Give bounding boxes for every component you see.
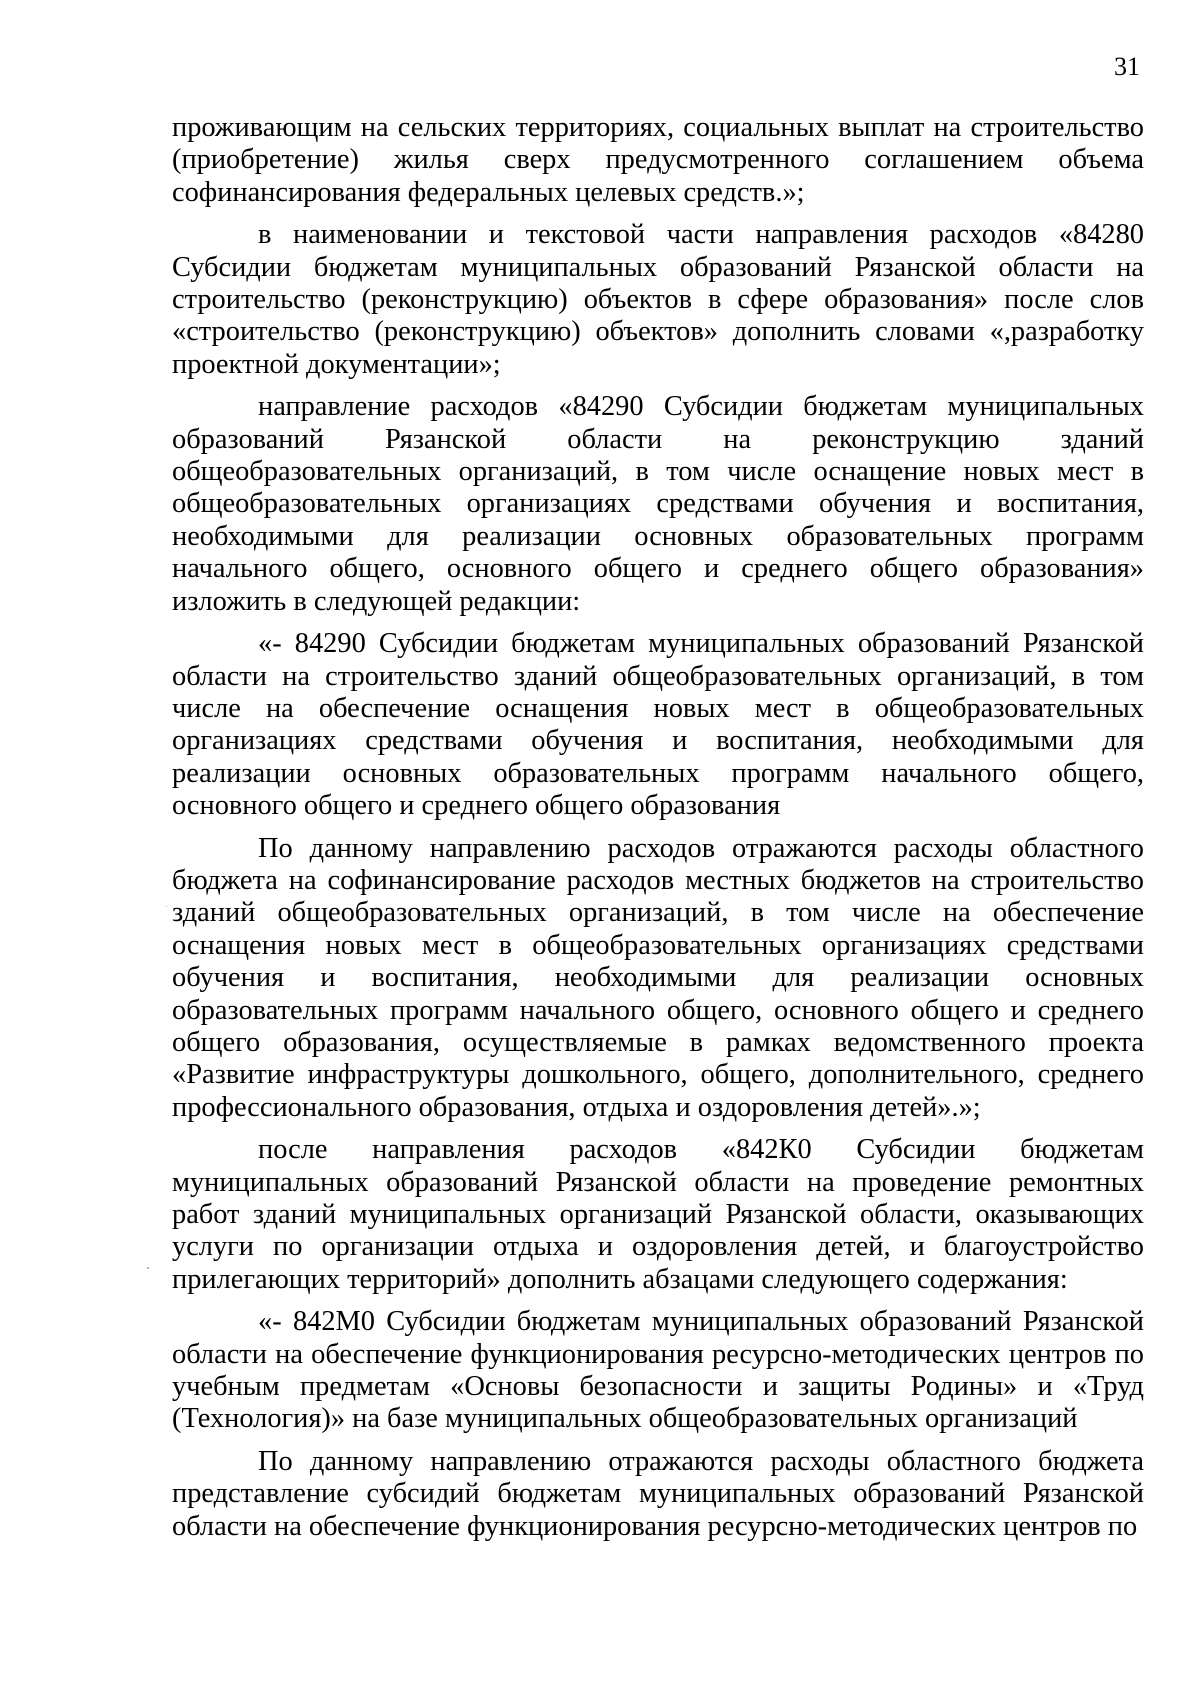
paragraph-continuation: проживающим на сельских территориях, социальных выплат на строительство (приобретение) жилья сверх предусмотренного соглашением объема софинансирования федеральных целевых средств.»; — [172, 112, 1144, 208]
paragraph-84290-description: По данному направлению расходов отражаются расходы областного бюджета на софинансирование расходов местных бюджетов на строительство зданий общеобразовательных организаций, в том числе на обеспечение оснащения новых мест в общеобразовательных организациях средствами обучения и воспитания, необходимыми для реализации основных образовательных программ начального общего, основного общего и среднего общего образования, осуществляемые в рамках ведомственного проекта «Развитие инфраструктуры дошкольного, общего, дополнительного, среднего профессионального образования, отдыха и оздоровления детей».»; — [172, 832, 1144, 1123]
scan-speck — [147, 1267, 149, 1269]
paragraph-842m0-description: По данному направлению отражаются расходы областного бюджета представление субсидий бюджетам муниципальных образований Рязанской области на обеспечение функционирования ресурсно-методических центров по — [172, 1445, 1144, 1542]
paragraph-84280-amendment: в наименовании и текстовой части направления расходов «84280 Субсидии бюджетам муниципальных образований Рязанской области на строительство (реконструкцию) объектов в сфере образования» после слов «строительство (реконструкцию) объектов» дополнить словами «,разработку проектной документации»; — [172, 219, 1144, 380]
paragraph-842k0-addition: после направления расходов «842К0 Субсидии бюджетам муниципальных образований Рязанской области на проведение ремонтных работ зданий муниципальных организаций Рязанской области, оказывающих услуги по организации отдыха и оздоровления детей, и благоустройство прилегающих территорий» дополнить абзацами следующего содержания: — [172, 1134, 1144, 1295]
scan-speck — [166, 906, 167, 907]
paragraph-842m0-title: «- 842М0 Субсидии бюджетам муниципальных образований Рязанской области на обеспечение функционирования ресурсно-методических центров по учебным предметам «Основы безопасности и защиты Родины» и «Труд (Технология)» на базе муниципальных общеобразовательных организаций — [172, 1306, 1144, 1435]
paragraph-84290-new-title: «- 84290 Субсидии бюджетам муниципальных образований Рязанской области на строительство зданий общеобразовательных организаций, в том числе на обеспечение оснащения новых мест в общеобразовательных организациях средствами обучения и воспитания, необходимыми для реализации основных образовательных программ начального общего, основного общего и среднего общего образования — [172, 628, 1144, 822]
page-number: 31 — [1114, 52, 1140, 81]
document-body — [172, 112, 1144, 1553]
paragraph-84290-amendment: направление расходов «84290 Субсидии бюджетам муниципальных образований Рязанской области на реконструкцию зданий общеобразовательных организаций, в том числе оснащение новых мест в общеобразовательных организациях средствами обучения и воспитания, необходимыми для реализации основных образовательных программ начального общего, основного общего и среднего общего образования» изложить в следующей редакции: — [172, 391, 1144, 617]
